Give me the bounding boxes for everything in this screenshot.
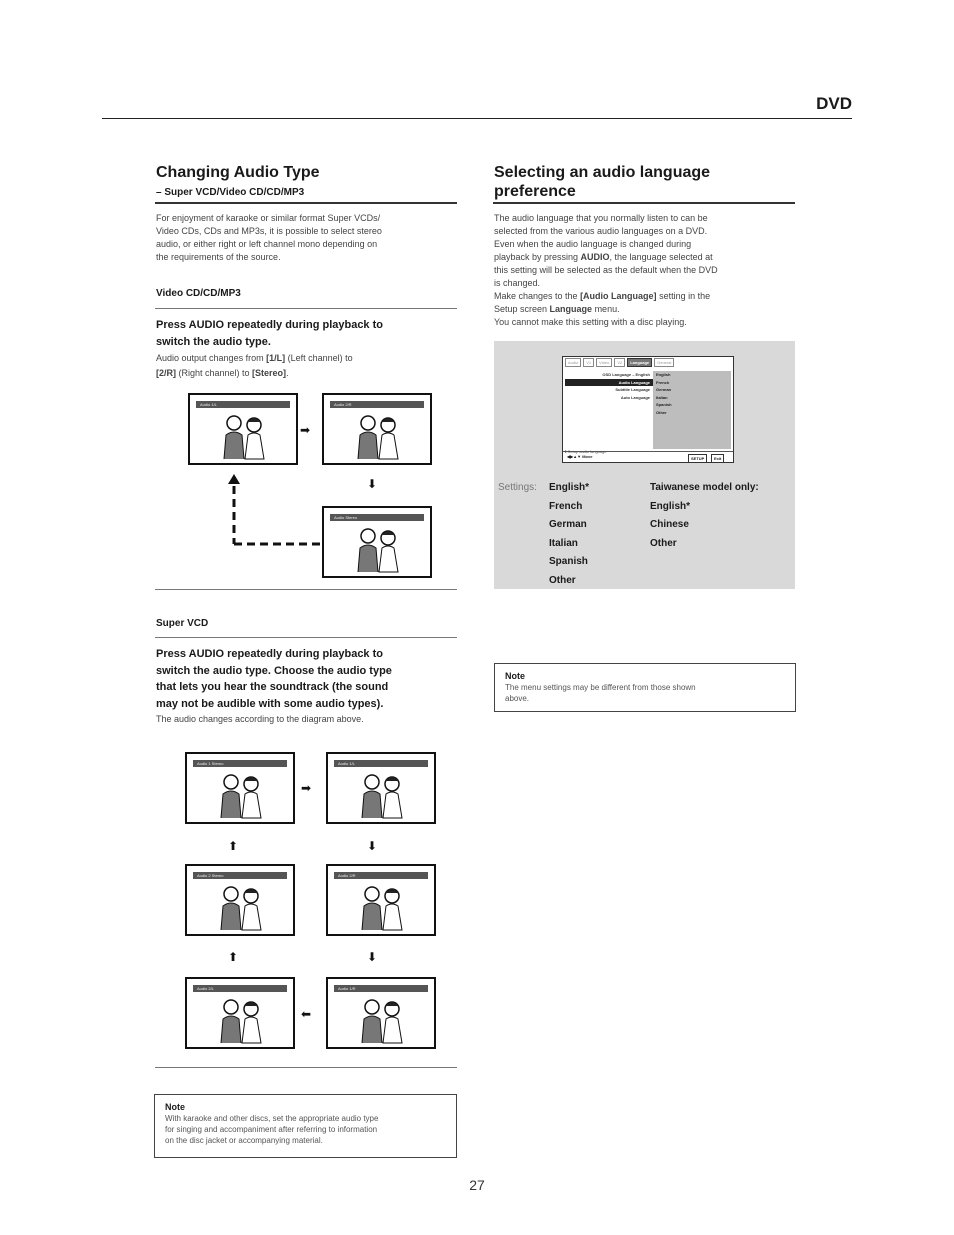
menu-row: Subtitle Language bbox=[615, 387, 650, 392]
para-text: menu. bbox=[592, 304, 620, 314]
para-text: Make changes to the bbox=[494, 291, 581, 301]
row-label: OSD Language bbox=[602, 372, 632, 377]
exit-button-label: Exit bbox=[711, 454, 724, 463]
desc-bold: [1/L] bbox=[266, 353, 286, 363]
arrow-down-icon: ⬇ bbox=[367, 477, 378, 491]
setting-option: English* bbox=[549, 482, 590, 493]
note-line: for singing and accompaniment after referring to information bbox=[165, 1125, 378, 1134]
para-line: this setting will be selected as the default when the DVD bbox=[494, 265, 718, 275]
info-icon: ℹ bbox=[565, 449, 567, 454]
setup-button-label: SETUP bbox=[688, 454, 707, 463]
menu-options bbox=[653, 371, 731, 449]
tv-screen bbox=[322, 506, 432, 578]
menu-row: Auto Language bbox=[620, 394, 650, 400]
menu-row bbox=[565, 371, 653, 379]
tab-video: Video bbox=[596, 358, 612, 367]
lead-line: that lets you hear the soundtrack (the sound bbox=[156, 681, 389, 693]
note-title: Note bbox=[165, 1102, 185, 1112]
tab-language: Language bbox=[627, 358, 652, 367]
para-text: setting in the bbox=[656, 291, 711, 301]
settings-col1 bbox=[549, 479, 589, 590]
direction-keys-icon: ◀▶▲▼ bbox=[567, 454, 582, 459]
setting-option: Other bbox=[549, 574, 576, 586]
para-text: playback by pressing bbox=[494, 252, 581, 262]
left-intro bbox=[156, 212, 458, 264]
tv-screen bbox=[185, 864, 295, 936]
title-line: Selecting an audio language bbox=[494, 164, 711, 181]
super-vcd-desc: The audio changes according to the diagram above. bbox=[156, 714, 364, 724]
desc-text: Audio output changes from bbox=[156, 353, 267, 363]
para-bold: Language bbox=[549, 304, 593, 314]
couple-illustration-icon bbox=[356, 884, 408, 932]
section-divider bbox=[155, 589, 457, 590]
section-divider bbox=[155, 1067, 457, 1068]
right-title-rule bbox=[493, 202, 795, 204]
menu-footer bbox=[563, 451, 733, 462]
settings-label bbox=[498, 479, 537, 498]
header-rule bbox=[102, 118, 852, 119]
couple-illustration-icon bbox=[352, 526, 404, 574]
setting-option: Other bbox=[650, 537, 677, 549]
para-bold: [Audio Language] bbox=[580, 291, 657, 301]
para-bold: AUDIO bbox=[580, 252, 610, 262]
menu-rows bbox=[565, 371, 653, 401]
super-vcd-heading: Super VCD bbox=[156, 618, 209, 629]
setup-menu-screen bbox=[562, 356, 734, 463]
tab-audio: Audio bbox=[565, 358, 581, 367]
loop-back-arrow-icon bbox=[224, 474, 322, 548]
right-note-box bbox=[494, 663, 796, 712]
desc-bold: [Stereo] bbox=[252, 368, 287, 378]
left-title-rule bbox=[155, 202, 457, 204]
lead-line: switch the audio type. Choose the audio type bbox=[156, 664, 392, 677]
left-subtitle: – Super VCD/Video CD/CD/MP3 bbox=[156, 187, 305, 198]
menu-option: Spanish bbox=[656, 402, 672, 407]
left-title: Changing Audio Type bbox=[156, 164, 320, 181]
note-title: Note bbox=[505, 671, 525, 681]
tab-v2: V2 bbox=[614, 358, 625, 367]
setting-option: English* bbox=[650, 500, 691, 512]
section-label: DVD bbox=[816, 94, 852, 113]
osd-bar: Audio 1/R bbox=[334, 985, 428, 992]
setup-menu-panel bbox=[494, 341, 795, 589]
setting-option: Italian bbox=[549, 537, 578, 549]
menu-option: German bbox=[656, 387, 672, 392]
settings-label-text: Settings: bbox=[498, 482, 537, 493]
tab-v1: V1 bbox=[583, 358, 594, 367]
para-line: selected from the various audio languages on a DVD. bbox=[494, 226, 708, 236]
lead-line: Press AUDIO repeatedly during playback to bbox=[156, 648, 383, 660]
tv-screen bbox=[326, 977, 436, 1049]
osd-bar: Audio Stereo bbox=[330, 514, 424, 521]
osd-bar: Audio 2 Stereo bbox=[193, 872, 287, 879]
osd-bar: Audio 1 Stereo bbox=[193, 760, 287, 767]
arrow-up-icon: ⬆ bbox=[228, 839, 239, 853]
menu-row-selected: Audio Language bbox=[565, 379, 653, 387]
intro-line: the requirements of the source. bbox=[156, 252, 281, 262]
arrow-up-icon: ⬆ bbox=[228, 950, 239, 964]
note-line: above. bbox=[505, 694, 530, 703]
para-line: You cannot make this setting with a disc playing. bbox=[494, 317, 687, 327]
intro-line: audio, or either right or left channel mono depending on bbox=[156, 239, 378, 249]
osd-bar: Audio 2/R bbox=[334, 872, 428, 879]
couple-illustration-icon bbox=[215, 997, 267, 1045]
tv-screen bbox=[326, 752, 436, 824]
video-cd-rule bbox=[155, 308, 457, 309]
super-vcd-rule bbox=[155, 637, 457, 638]
couple-illustration-icon bbox=[352, 413, 404, 461]
tab-general: General bbox=[654, 358, 674, 367]
tv-screen bbox=[326, 864, 436, 936]
arrow-down-icon: ⬇ bbox=[367, 950, 378, 964]
desc-text: (Left channel) to bbox=[285, 353, 353, 363]
menu-option: French bbox=[656, 379, 670, 385]
tv-screen bbox=[322, 393, 432, 465]
settings-col2 bbox=[650, 479, 759, 553]
couple-illustration-icon bbox=[356, 997, 408, 1045]
move-label: Move bbox=[582, 454, 593, 459]
tv-screen bbox=[185, 752, 295, 824]
setting-option: Chinese bbox=[650, 519, 689, 530]
osd-bar: Audio 1/L bbox=[196, 401, 290, 408]
desc-text: (Right channel) to bbox=[176, 368, 253, 378]
couple-illustration-icon bbox=[215, 884, 267, 932]
menu-option: Other bbox=[656, 409, 667, 415]
para-line: The audio language that you normally listen to can be bbox=[494, 213, 708, 223]
couple-illustration-icon bbox=[215, 772, 267, 820]
arrow-right-icon: ➡ bbox=[300, 423, 311, 437]
arrow-down-icon: ⬇ bbox=[367, 839, 378, 853]
title-line: preference bbox=[494, 183, 576, 200]
settings-col2-heading: Taiwanese model only: bbox=[650, 482, 759, 493]
tv-screen bbox=[185, 977, 295, 1049]
para-text: Setup screen bbox=[494, 304, 550, 314]
desc-bold: [2/R] bbox=[156, 368, 176, 378]
row-value: – English bbox=[632, 372, 650, 377]
osd-bar: Audio 2/R bbox=[330, 401, 424, 408]
tv-screen bbox=[188, 393, 298, 465]
lead-line: may not be audible with some audio types). bbox=[156, 697, 384, 710]
video-cd-lead bbox=[156, 317, 458, 350]
para-line: Even when the audio language is changed during bbox=[494, 239, 692, 249]
couple-illustration-icon bbox=[356, 772, 408, 820]
intro-line: For enjoyment of karaoke or similar format Super VCDs/ bbox=[156, 213, 381, 223]
para-line: is changed. bbox=[494, 278, 541, 288]
menu-tabs bbox=[563, 357, 733, 368]
desc-text: . bbox=[286, 368, 289, 378]
osd-bar: Audio 1/L bbox=[334, 760, 428, 767]
couple-illustration-icon bbox=[218, 413, 270, 461]
setting-option: German bbox=[549, 519, 587, 530]
right-paragraph bbox=[494, 212, 799, 329]
menu-option: English bbox=[656, 372, 671, 377]
note-line: With karaoke and other discs, set the appropriate audio type bbox=[165, 1114, 379, 1123]
osd-bar: Audio 2/L bbox=[193, 985, 287, 992]
arrow-right-icon: ➡ bbox=[301, 781, 312, 795]
para-text: , the language selected at bbox=[609, 252, 713, 262]
video-cd-heading: Video CD/CD/MP3 bbox=[156, 288, 241, 299]
help-text: Setup audio language bbox=[567, 449, 607, 454]
lead-line: switch the audio type. bbox=[156, 335, 271, 348]
super-vcd-lead bbox=[156, 646, 458, 712]
arrow-left-icon: ⬅ bbox=[301, 1007, 312, 1021]
page-number: 27 bbox=[469, 1177, 485, 1193]
menu-option: Italian bbox=[656, 394, 668, 400]
intro-line: Video CDs, CDs and MP3s, it is possible to select stereo bbox=[156, 226, 382, 236]
video-cd-desc bbox=[156, 351, 458, 381]
left-note-box bbox=[154, 1094, 457, 1158]
note-line: The menu settings may be different from those shown bbox=[505, 683, 696, 692]
lead-line: Press AUDIO repeatedly during playback to bbox=[156, 319, 383, 331]
note-line: on the disc jacket or accompanying material. bbox=[165, 1136, 323, 1145]
right-title bbox=[494, 163, 710, 201]
setting-option: Spanish bbox=[549, 556, 588, 567]
setting-option: French bbox=[549, 500, 583, 512]
